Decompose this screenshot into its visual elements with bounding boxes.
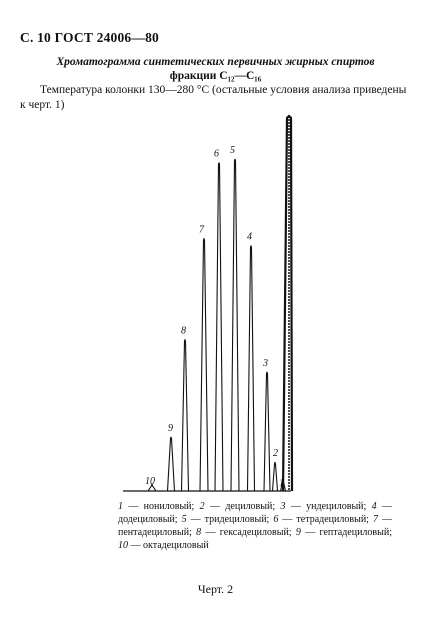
figure-title (50, 55, 381, 83)
figure-caption: Черт. 2 (197, 582, 234, 596)
peak-6 (215, 162, 223, 491)
legend-item-2 (200, 501, 281, 512)
legend-num: 4 (371, 501, 377, 512)
legend-item-3 (280, 501, 371, 512)
legend-num: 7 (372, 514, 378, 525)
legend-num: 10 (118, 540, 128, 551)
legend-item-10 (118, 540, 209, 551)
peak-labels-layer (145, 145, 284, 489)
legend-num: 3 (280, 501, 286, 512)
peak-3 (264, 372, 270, 491)
chromatogram (115, 110, 300, 500)
peak-legend (118, 500, 392, 552)
legend-name: — пентадециловый; (118, 514, 393, 538)
legend-item-8 (196, 527, 296, 538)
column-condition (20, 83, 412, 113)
legend-num: 2 (199, 501, 205, 512)
solvent-front (283, 116, 292, 491)
peak-2 (273, 462, 278, 491)
peak-8 (182, 339, 189, 491)
legend-name: — гептадециловый; (300, 527, 392, 538)
legend-num: 1 (118, 501, 123, 512)
peak-label-2: 2 (273, 448, 278, 460)
peaks-layer (148, 159, 286, 491)
condition-line2: к черт. 1) (20, 99, 65, 111)
peak-label-6: 6 (214, 148, 219, 160)
legend-name: — тридециловый; (186, 514, 274, 525)
legend-name: — дециловый; (204, 501, 281, 512)
legend-num: 9 (295, 527, 301, 538)
legend-name: — октадециловый (128, 540, 209, 551)
peak-label-7: 7 (199, 224, 204, 236)
peak-label-9: 9 (168, 422, 173, 434)
legend-name: — ундециловый; (285, 501, 372, 512)
peak-4 (248, 246, 255, 491)
condition-line1: Температура колонки 130—280 °С (остальные условия анализа приведены (40, 84, 407, 96)
legend-num: 5 (181, 514, 187, 525)
legend-num: 6 (273, 514, 279, 525)
legend-name: — нониловый; (123, 501, 200, 512)
legend-name: — додециловый; (118, 501, 392, 525)
legend-item-6 (273, 514, 373, 525)
peak-label-10: 10 (145, 476, 155, 487)
page-header: С. 10 ГОСТ 24006—80 (20, 30, 159, 45)
figure-title-line2: фракции С₁₂—С₁₆ (169, 70, 262, 82)
legend-item-5 (182, 514, 274, 525)
peak-5 (231, 159, 239, 491)
solvent-front-layer (283, 116, 292, 491)
figure-title-line1: Хроматограмма синтетических первичных жирных спиртов (56, 56, 375, 68)
peak-label-5: 5 (230, 144, 235, 156)
legend-name: — гексадециловый; (201, 527, 296, 538)
peak-7 (200, 238, 208, 491)
chromatogram-svg (115, 110, 300, 500)
legend-num: 8 (196, 527, 202, 538)
peak-label-3: 3 (263, 357, 268, 369)
peak-label-8: 8 (181, 325, 186, 337)
peak-9 (168, 437, 175, 491)
peak-label-1: 1 (279, 478, 284, 489)
legend-item-9 (296, 527, 392, 538)
legend-item-1 (118, 501, 200, 512)
legend-name: — тетрадециловый; (278, 514, 373, 525)
peak-label-4: 4 (247, 231, 252, 243)
